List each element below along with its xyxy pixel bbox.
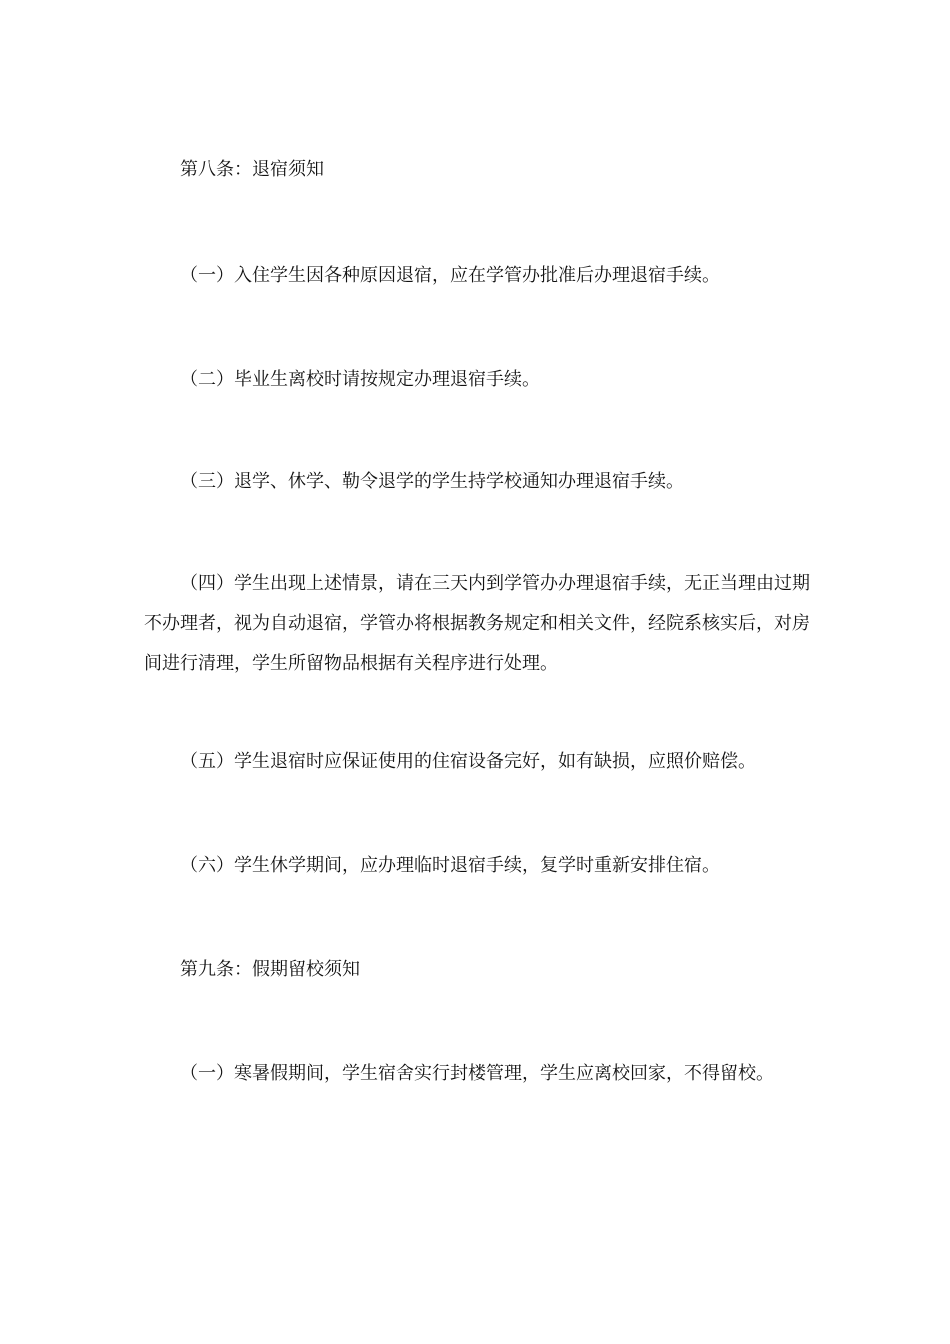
paragraph-8-4: （四）学生出现上述情景，请在三天内到学管办办理退宿手续，无正当理由过期不办理者，视为自动退宿，学管办将根据教务规定和相关文件，经院系核实后，对房间进行清理，学生所留物品根据有关程序进行处理。 — [144, 573, 810, 674]
section-heading-article-8: 第八条：退宿须知 — [180, 159, 324, 180]
section-heading-article-9: 第九条：假期留校须知 — [180, 959, 360, 980]
paragraph-8-5: （五）学生退宿时应保证使用的住宿设备完好，如有缺损，应照价赔偿。 — [180, 751, 756, 772]
paragraph-8-2: （二）毕业生离校时请按规定办理退宿手续。 — [180, 369, 540, 390]
paragraph-8-1: （一）入住学生因各种原因退宿，应在学管办批准后办理退宿手续。 — [180, 265, 720, 286]
paragraph-8-3: （三）退学、休学、勒令退学的学生持学校通知办理退宿手续。 — [180, 471, 684, 492]
paragraph-9-1: （一）寒暑假期间，学生宿舍实行封楼管理，学生应离校回家，不得留校。 — [180, 1063, 774, 1084]
paragraph-8-6: （六）学生休学期间，应办理临时退宿手续，复学时重新安排住宿。 — [180, 855, 720, 876]
